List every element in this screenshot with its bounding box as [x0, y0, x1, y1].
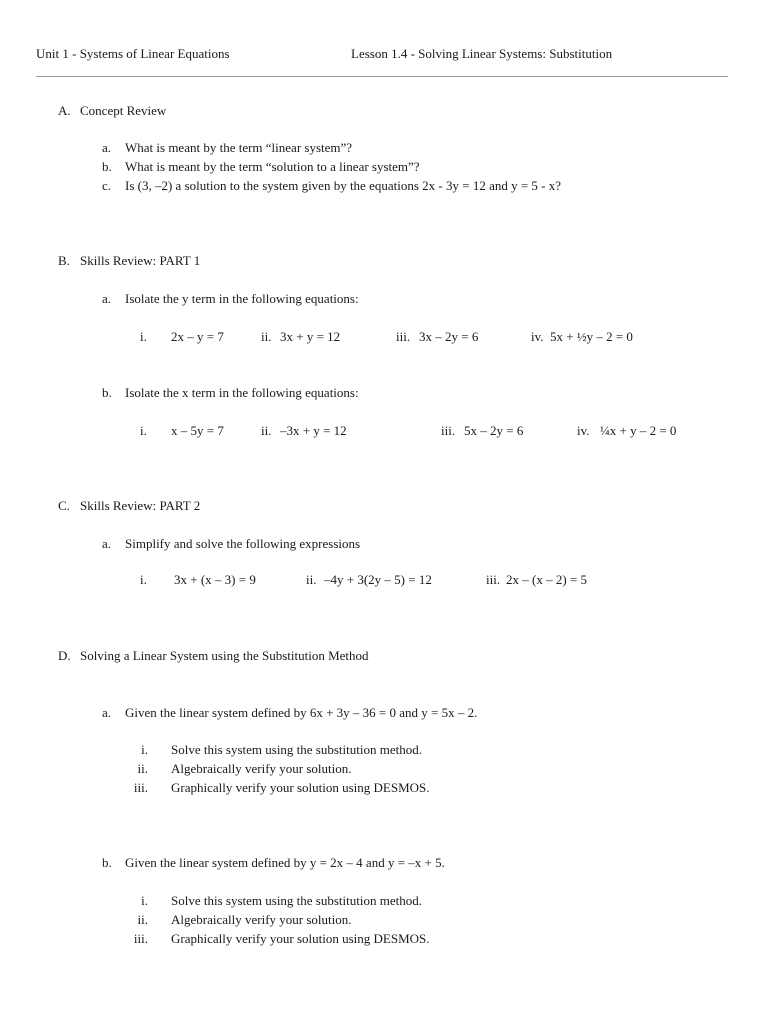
section-d-a-step3: Graphically verify your solution using DESMOS. — [171, 780, 430, 795]
section-b-a-eq1-num: i. — [140, 329, 147, 344]
section-b-b-marker: b. — [102, 385, 112, 400]
section-c-a-text: Simplify and solve the following expressions — [125, 536, 361, 551]
section-c-a-marker: a. — [102, 536, 112, 551]
section-b-b-eq4: ¼x + y – 2 = 0 — [600, 423, 677, 438]
section-d-a-step1: Solve this system using the substitution method. — [171, 742, 422, 757]
header-divider — [36, 76, 728, 77]
section-d-b-step3: Graphically verify your solution using DESMOS. — [171, 931, 430, 946]
section-a-title: Concept Review — [80, 103, 167, 118]
section-b-a-eq2: 3x + y = 12 — [280, 329, 341, 344]
section-c-a-eq2-num: ii. — [306, 572, 317, 587]
section-c-label: C. — [58, 498, 70, 513]
section-d-b-step3-num: iii. — [133, 931, 148, 946]
section-b-b-eq2: –3x + y = 12 — [280, 423, 347, 438]
section-d-b-step2-num: ii. — [137, 912, 148, 927]
section-c-title: Skills Review: PART 2 — [80, 498, 201, 513]
section-d-b-step2: Algebraically verify your solution. — [171, 912, 352, 927]
section-a-item-a-text: What is meant by the term “linear system”? — [125, 140, 353, 155]
section-b-a-eq2-num: ii. — [261, 329, 272, 344]
section-c-a-eq1-num: i. — [140, 572, 147, 587]
section-d-b-step1: Solve this system using the substitution method. — [171, 893, 422, 908]
section-b-b-eq2-num: ii. — [261, 423, 272, 438]
section-d-a-step2: Algebraically verify your solution. — [171, 761, 352, 776]
section-b-b-eq4-num: iv. — [577, 423, 590, 438]
section-b-a-eq1: 2x – y = 7 — [171, 329, 224, 344]
section-a-item-b-marker: b. — [102, 159, 112, 174]
section-a-item-b-text: What is meant by the term “solution to a linear system”? — [125, 159, 420, 174]
section-c-a-eq3-num: iii. — [486, 572, 501, 587]
section-d-b-step1-num: i. — [141, 893, 148, 908]
section-b-b-eq3-num: iii. — [441, 423, 456, 438]
section-b-a-text: Isolate the y term in the following equations: — [125, 291, 359, 306]
unit-title: Unit 1 - Systems of Linear Equations — [36, 46, 230, 61]
section-b-b-eq1: x – 5y = 7 — [171, 423, 224, 438]
section-b-a-eq3-num: iii. — [396, 329, 411, 344]
section-d-title: Solving a Linear System using the Substitution Method — [80, 648, 369, 663]
section-b-a-marker: a. — [102, 291, 112, 306]
section-a-label: A. — [58, 103, 71, 118]
section-d-a-step3-num: iii. — [133, 780, 148, 795]
section-c-a-eq1: 3x + (x – 3) = 9 — [174, 572, 256, 587]
section-a-item-a-marker: a. — [102, 140, 112, 155]
section-b-title: Skills Review: PART 1 — [80, 253, 201, 268]
section-c-a-eq2: –4y + 3(2y – 5) = 12 — [324, 572, 432, 587]
section-a-item-c-text: Is (3, –2) a solution to the system given by the equations 2x - 3y = 12 and y = 5 - x? — [125, 178, 562, 193]
section-d-a-step2-num: ii. — [137, 761, 148, 776]
section-b-a-eq4: 5x + ½y – 2 = 0 — [550, 329, 633, 344]
section-a-item-c-marker: c. — [102, 178, 112, 193]
section-b-b-eq1-num: i. — [140, 423, 147, 438]
section-d-b-marker: b. — [102, 855, 112, 870]
section-d-a-step1-num: i. — [141, 742, 148, 757]
section-d-b-text: Given the linear system defined by y = 2x – 4 and y = –x + 5. — [125, 855, 445, 870]
section-b-label: B. — [58, 253, 70, 268]
section-d-a-marker: a. — [102, 705, 112, 720]
section-d-label: D. — [58, 648, 71, 663]
section-d-a-text: Given the linear system defined by 6x + 3y – 36 = 0 and y = 5x – 2. — [125, 705, 478, 720]
section-b-a-eq4-num: iv. — [531, 329, 544, 344]
section-b-b-text: Isolate the x term in the following equations: — [125, 385, 359, 400]
section-c-a-eq3: 2x – (x – 2) = 5 — [506, 572, 587, 587]
section-b-a-eq3: 3x – 2y = 6 — [419, 329, 479, 344]
lesson-title: Lesson 1.4 - Solving Linear Systems: Substitution — [351, 46, 613, 61]
section-b-b-eq3: 5x – 2y = 6 — [464, 423, 524, 438]
